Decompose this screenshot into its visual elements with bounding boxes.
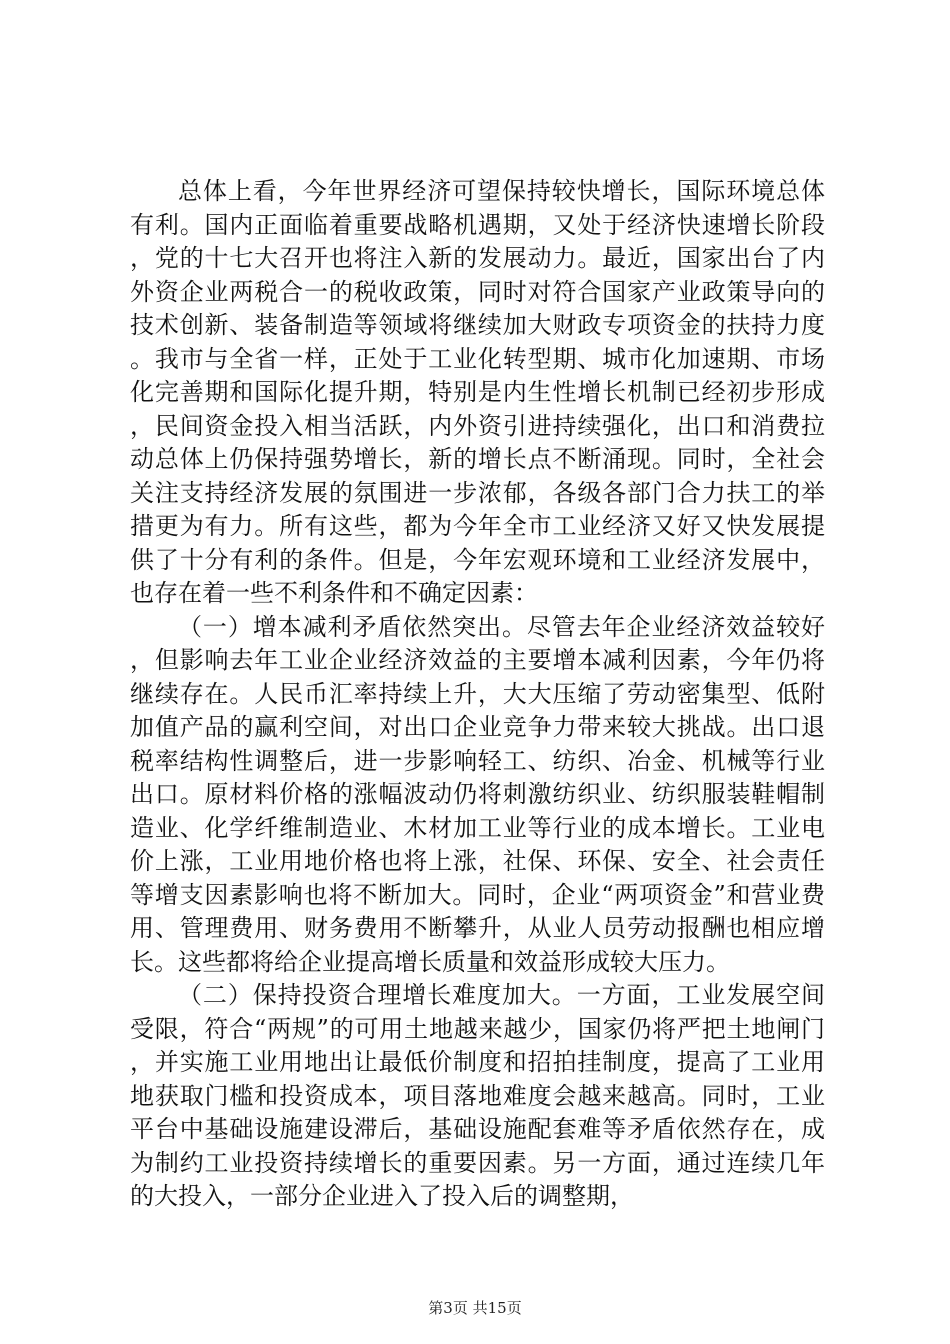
paragraph-investment-difficulty: （二）保持投资合理增长难度加大。一方面，工业发展空间受限，符合“两规”的可用土地越来越少，国家仍将严把土地闸门，并实施工业用地出让最低价制度和招拍挂制度，提高了工业用地获取门槛和投资成本，项目落地难度会越来越高。同时，工业平台中基础设施建设滞后，基础设施配套难等矛盾依然存在，成为制约工业投资持续增长的重要因素。另一方面，通过连续几年的大投入，一部分企业进入了投入后的调整期， [130, 981, 825, 1210]
page-number-label: 第3页 共15页 [428, 1299, 522, 1317]
page-footer [0, 1298, 950, 1318]
paragraph-cost-pressure: （一）增本减利矛盾依然突出。尽管去年企业经济效益较好，但影响去年工业企业经济效益的主要增本减利因素，今年仍将继续存在。人民币汇率持续上升，大大压缩了劳动密集型、低附加值产品的赢利空间，对出口企业竞争力带来较大挑战。出口退税率结构性调整后，进一步影响轻工、纺织、冶金、机械等行业出口。原材料价格的涨幅波动仍将刺激纺织业、纺织服装鞋帽制造业、化学纤维制造业、木材加工业等行业的成本增长。工业电价上涨，工业用地价格也将上涨，社保、环保、安全、社会责任等增支因素影响也将不断加大。同时，企业“两项资金”和营业费用、管理费用、财务费用不断攀升，从业人员劳动报酬也相应增长。这些都将给企业提高增长质量和效益形成较大压力。 [130, 612, 825, 976]
document-body [130, 175, 825, 1214]
paragraph-overview: 总体上看，今年世界经济可望保持较快增长，国际环境总体有利。国内正面临着重要战略机遇期，又处于经济快速增长阶段，党的十七大召开也将注入新的发展动力。最近，国家出台了内外资企业两税合一的税收政策，同时对符合国家产业政策导向的技术创新、装备制造等领域将继续加大财政专项资金的扶持力度。我市与全省一样，正处于工业化转型期、城市化加速期、市场化完善期和国际化提升期，特别是内生性增长机制已经初步形成，民间资金投入相当活跃，内外资引进持续强化，出口和消费拉动总体上仍保持强势增长，新的增长点不断涌现。同时，全社会关注支持经济发展的氛围进一步浓郁，各级各部门合力扶工的举措更为有力。所有这些，都为今年全市工业经济又好又快发展提供了十分有利的条件。但是，今年宏观环境和工业经济发展中，也存在着一些不利条件和不确定因素： [130, 177, 825, 607]
